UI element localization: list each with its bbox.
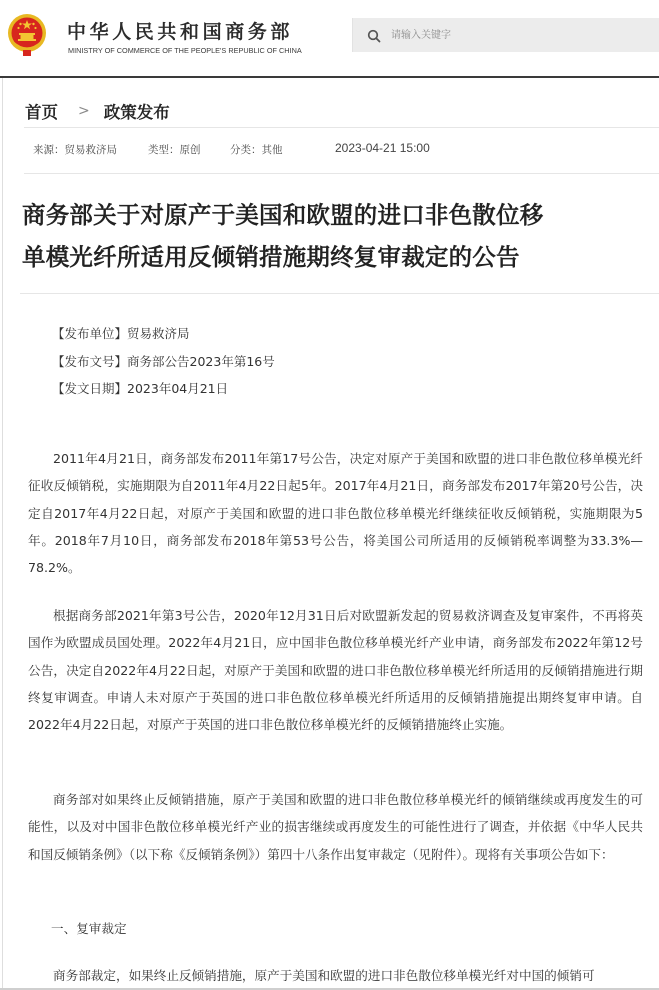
breadcrumb-home[interactable]: 首页 bbox=[25, 103, 58, 122]
meta-type: 类型：原创 bbox=[148, 144, 201, 156]
content-left-border bbox=[2, 78, 3, 990]
divider bbox=[24, 173, 659, 174]
site-title-en: MINISTRY OF COMMERCE OF THE PEOPLE'S REPUBLIC OF CHINA bbox=[68, 46, 302, 55]
site-header bbox=[0, 0, 659, 76]
body-paragraph: 商务部对如果终止反倾销措施，原产于美国和欧盟的进口非色散位移单模光纤的倾销继续或再度发生的可能性，以及对中国非色散位移单模光纤产业的损害继续或再度发生的可能性进行了调查，并依据《中华人民共和国反倾销条例》（以下称《反倾销条例》）第四十八条作出复审裁定（见附件）。现将有关事项公告如下： bbox=[28, 792, 643, 862]
info-value: 商务部公告2023年第16号 bbox=[127, 353, 275, 369]
article-meta bbox=[33, 142, 430, 157]
info-issue-date bbox=[52, 375, 275, 403]
meta-category: 分类：其他 bbox=[230, 144, 283, 156]
info-value: 2023年04月21日 bbox=[127, 381, 229, 396]
search-box[interactable] bbox=[352, 18, 659, 52]
title-line-1: 商务部关于对原产于美国和欧盟的进口非色散位移 bbox=[22, 201, 544, 229]
article-title bbox=[22, 194, 652, 278]
document-info bbox=[52, 320, 275, 403]
info-label: 【发文日期】 bbox=[52, 381, 128, 396]
body-paragraph: 商务部裁定，如果终止反倾销措施，原产于美国和欧盟的进口非色散位移单模光纤对中国的倾销可 bbox=[53, 968, 595, 983]
title-line-2: 单模光纤所适用反倾销措施期终复审裁定的公告 bbox=[22, 243, 520, 271]
breadcrumb bbox=[25, 99, 170, 123]
meta-datetime: 2023-04-21 15:00 bbox=[335, 141, 430, 155]
national-emblem-icon[interactable] bbox=[6, 12, 48, 58]
info-issuing-unit bbox=[52, 320, 275, 348]
divider bbox=[24, 127, 659, 128]
search-input[interactable] bbox=[391, 18, 651, 52]
info-document-number bbox=[52, 348, 275, 376]
header-divider bbox=[0, 76, 659, 78]
info-value: 贸易救济局 bbox=[127, 326, 190, 341]
divider bbox=[20, 293, 659, 294]
meta-source: 来源：贸易救济局 bbox=[33, 144, 117, 156]
breadcrumb-policy-release[interactable]: 政策发布 bbox=[103, 103, 170, 122]
body-paragraph: 根据商务部2021年第3号公告，2020年12月31日后对欧盟新发起的贸易救济调查及复审案件，不再将英国作为欧盟成员国处理。2022年4月21日，应中国非色散位移单模光纤产业申请，商务部发布2022年第12号公告，决定自2022年4月22日起，对原产于美国和欧盟的进口非色散位移单模光纤所适用的反倾销措施进行期终复审调查。申请人未对原产于英国的进口非色散位移单模光纤所适用的反倾销措施提出期终复审申请。自2022年4月22日起，对原产于英国的进口非色散位移单模光纤的反倾销措施终止实施。 bbox=[28, 608, 643, 733]
info-label: 【发布单位】 bbox=[52, 326, 128, 341]
search-icon[interactable] bbox=[367, 28, 381, 42]
body-paragraph: 2011年4月21日，商务部发布2011年第17号公告，决定对原产于美国和欧盟的进口非色散位移单模光纤征收反倾销税，实施期限为自2011年4月22日起5年。2017年4月21日，商务部发布2017年第20号公告，决定自2017年4月22日起，对原产于美国和欧盟的进口非色散位移单模光纤继续征收反倾销税，实施期限为5年。2018年7月10日，商务部发布2018年第53号公告，将美国公司所适用的反倾销税率调整为33.3%—78.2%。 bbox=[28, 451, 643, 576]
info-label: 【发布文号】 bbox=[52, 353, 128, 369]
chevron-right-icon: > bbox=[78, 103, 90, 119]
site-title-cn[interactable]: 中华人民共和国商务部 bbox=[67, 21, 294, 43]
section-heading: 一、复审裁定 bbox=[51, 921, 127, 936]
